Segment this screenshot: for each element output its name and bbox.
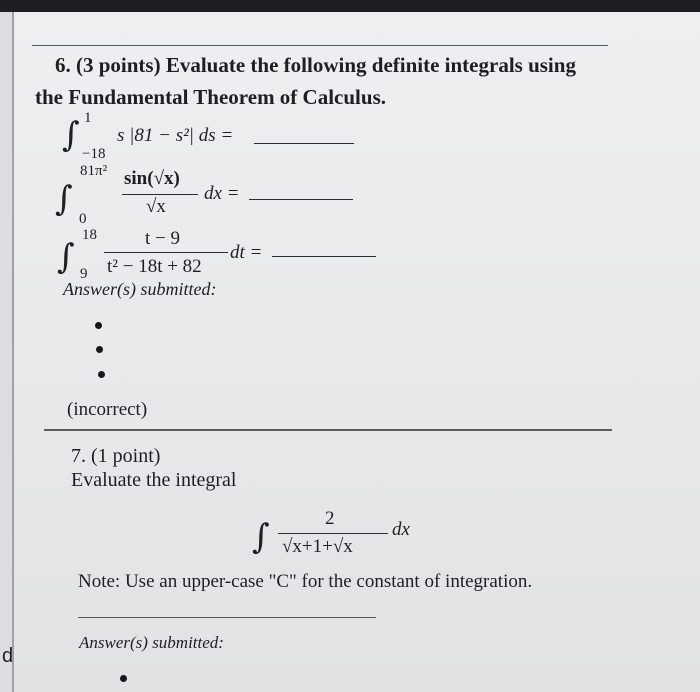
integral-1-upper: 1 <box>84 110 92 126</box>
answer-bullet-3 <box>98 371 105 378</box>
integral-1-integrand: s |81 − s²| ds = <box>117 125 234 146</box>
answers-submitted-label-7: Answer(s) submitted: <box>79 633 224 652</box>
problem-7-prompt: Evaluate the integral <box>71 469 237 491</box>
integral-1-lower: −18 <box>82 146 106 162</box>
integral-2-differential: dx = <box>204 183 240 204</box>
problem-7-answer-blank[interactable] <box>78 617 376 618</box>
integral-3-answer-blank[interactable] <box>272 256 376 257</box>
divider-top <box>32 45 608 46</box>
integral-2-fraction-bar <box>122 194 198 195</box>
integral-3-upper: 18 <box>82 227 97 243</box>
problem-7-denominator: √x+1+√x <box>282 536 353 557</box>
status-incorrect: (incorrect) <box>67 399 148 420</box>
problem-7-differential: dx <box>392 519 410 540</box>
problem-7-fraction-bar <box>278 533 388 534</box>
integral-sign-7: ∫ <box>252 517 270 557</box>
integral-3-lower: 9 <box>80 266 88 282</box>
integral-sign-1: ∫ <box>62 115 80 155</box>
integral-3-fraction-bar <box>104 252 228 253</box>
divider-middle <box>44 429 612 431</box>
top-dark-bar <box>0 0 700 12</box>
answer-bullet-1 <box>95 322 102 329</box>
integral-3-denominator: t² − 18t + 82 <box>107 256 202 277</box>
problem-7-header: 7. (1 point) <box>71 445 161 467</box>
integral-3-numerator: t − 9 <box>145 228 180 249</box>
answers-submitted-label-6: Answer(s) submitted: <box>63 279 217 299</box>
integral-2-lower: 0 <box>79 211 87 227</box>
answer-bullet-2 <box>96 346 103 353</box>
integral-2-numerator: sin(√x) <box>124 168 180 189</box>
integral-3-differential: dt = <box>230 242 263 263</box>
integral-2-answer-blank[interactable] <box>249 199 353 200</box>
left-margin <box>0 12 12 692</box>
problem-7-numerator: 2 <box>325 508 335 529</box>
integral-2-upper: 81π² <box>80 163 108 179</box>
integral-1-answer-blank[interactable] <box>254 143 354 144</box>
problem-6-header: 6. (3 points) Evaluate the following definite integrals using <box>55 53 576 77</box>
problem-6-header-line2: the Fundamental Theorem of Calculus. <box>35 85 386 109</box>
problem-7-note: Note: Use an upper-case "C" for the constant of integration. <box>78 571 533 592</box>
integral-sign-2: ∫ <box>55 179 73 219</box>
integral-sign-3: ∫ <box>57 237 75 277</box>
answer-bullet-7 <box>120 675 127 682</box>
margin-letter: d <box>2 645 14 667</box>
integral-2-denominator: √x <box>146 196 166 217</box>
